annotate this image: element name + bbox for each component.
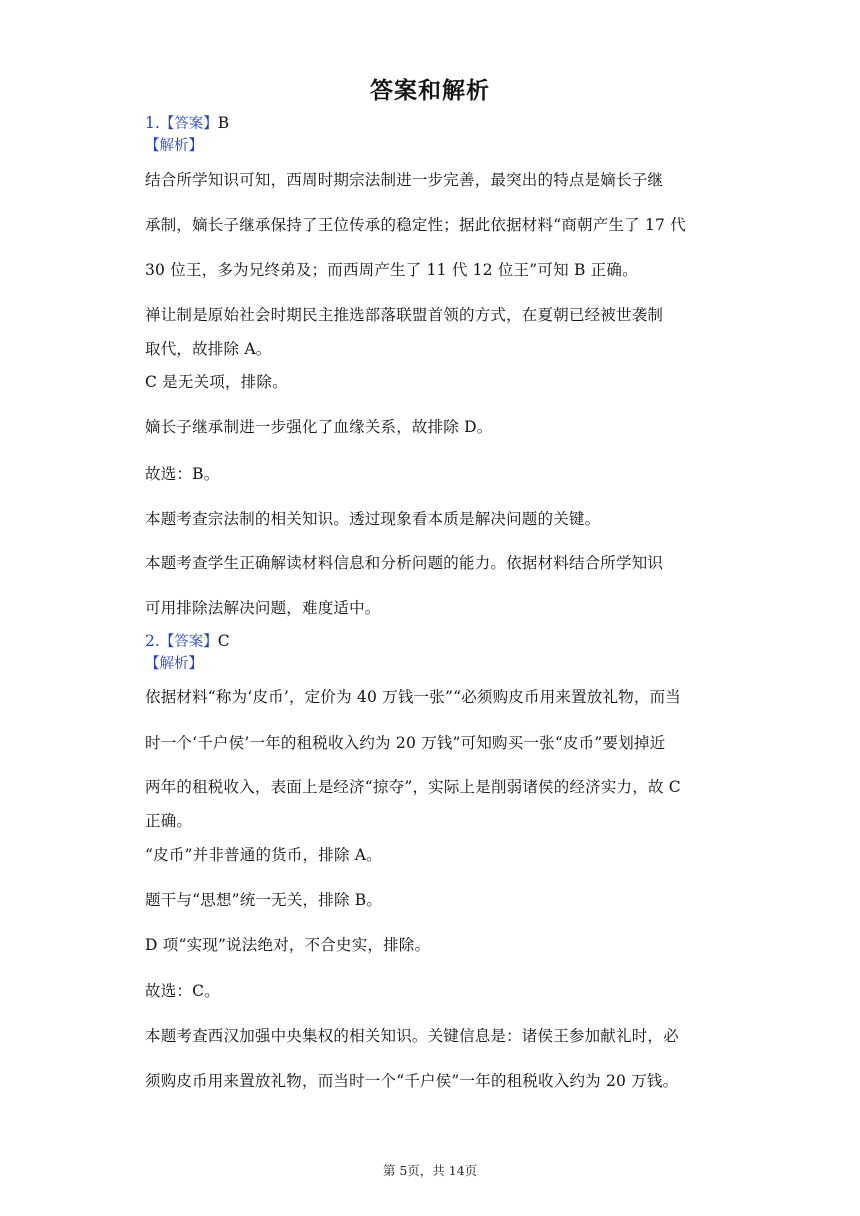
q2-analysis-line: 依据材料“称为‘皮币’，定价为 40 万钱一张”“必须购皮币用来置放礼物，而当 — [145, 688, 682, 706]
q2-answer-value: C — [217, 632, 230, 650]
q1-analysis-line: 本题考查学生正确解读材料信息和分析问题的能力。依据材料结合所学知识 — [145, 554, 664, 572]
q2-analysis-tag: 【解析】 — [145, 656, 203, 672]
q1-answer-value: B — [217, 114, 230, 132]
q1-analysis-line: 本题考查宗法制的相关知识。透过现象看本质是解决问题的关键。 — [145, 510, 601, 528]
q1-answer-row — [145, 113, 725, 134]
q1-analysis-line: 30 位王，多为兄终弟及；而西周产生了 11 代 12 位王”可知 B 正确。 — [145, 261, 638, 279]
q1-analysis-line: 故选：B。 — [145, 465, 220, 483]
q1-analysis-line: 结合所学知识可知，西周时期宗法制进一步完善，最突出的特点是嫡长子继 — [145, 171, 664, 189]
page-title: 答案和解析 — [370, 78, 490, 104]
q1-analysis-tag-row — [145, 135, 725, 156]
q2-analysis-line: 两年的租税收入，表面上是经济“掠夺”，实际上是削弱诸侯的经济实力，故 C — [145, 778, 681, 796]
q1-answer-tag: 【答案】 — [159, 116, 218, 132]
q2-answer-tag: 【答案】 — [159, 634, 218, 650]
q2-analysis-line: 故选：C。 — [145, 982, 220, 1000]
q2-number: 2. — [145, 632, 160, 650]
q2-analysis-line: 正确。 — [145, 812, 193, 830]
q2-analysis-line: D 项“实现”说法绝对，不合史实，排除。 — [145, 936, 431, 954]
q2-analysis-tag-row — [145, 653, 725, 674]
page-footer: 第 5页，共 14页 — [382, 1163, 478, 1178]
q2-answer-row — [145, 631, 725, 652]
q2-analysis-line: 时一个‘千户侯’一年的租税收入约为 20 万钱”可知购买一张“皮币”要划掉近 — [145, 734, 666, 752]
q1-analysis-line: 取代，故排除 A。 — [145, 340, 272, 358]
q2-analysis-line: 题干与“思想”统一无关，排除 B。 — [145, 891, 383, 909]
q1-number: 1. — [145, 114, 160, 132]
q1-analysis-line: C 是无关项，排除。 — [145, 373, 288, 391]
q2-analysis-line: “皮币”并非普通的货币，排除 A。 — [145, 846, 382, 864]
q1-analysis-line: 嫡长子继承制进一步强化了血缘关系，故排除 D。 — [145, 418, 493, 436]
q1-analysis-line: 禅让制是原始社会时期民主推选部落联盟首领的方式，在夏朝已经被世袭制 — [145, 306, 664, 324]
q2-analysis-line: 须购皮币用来置放礼物，而当时一个“千户侯”一年的租税收入约为 20 万钱。 — [145, 1072, 679, 1090]
q2-analysis-line: 本题考查西汉加强中央集权的相关知识。关键信息是：诸侯王参加献礼时，必 — [145, 1027, 679, 1045]
q1-analysis-tag: 【解析】 — [145, 138, 203, 154]
q1-analysis-line: 可用排除法解决问题，难度适中。 — [145, 599, 381, 617]
q1-analysis-line: 承制，嫡长子继承保持了王位传承的稳定性；据此依据材料“商朝产生了 17 代 — [145, 216, 686, 234]
